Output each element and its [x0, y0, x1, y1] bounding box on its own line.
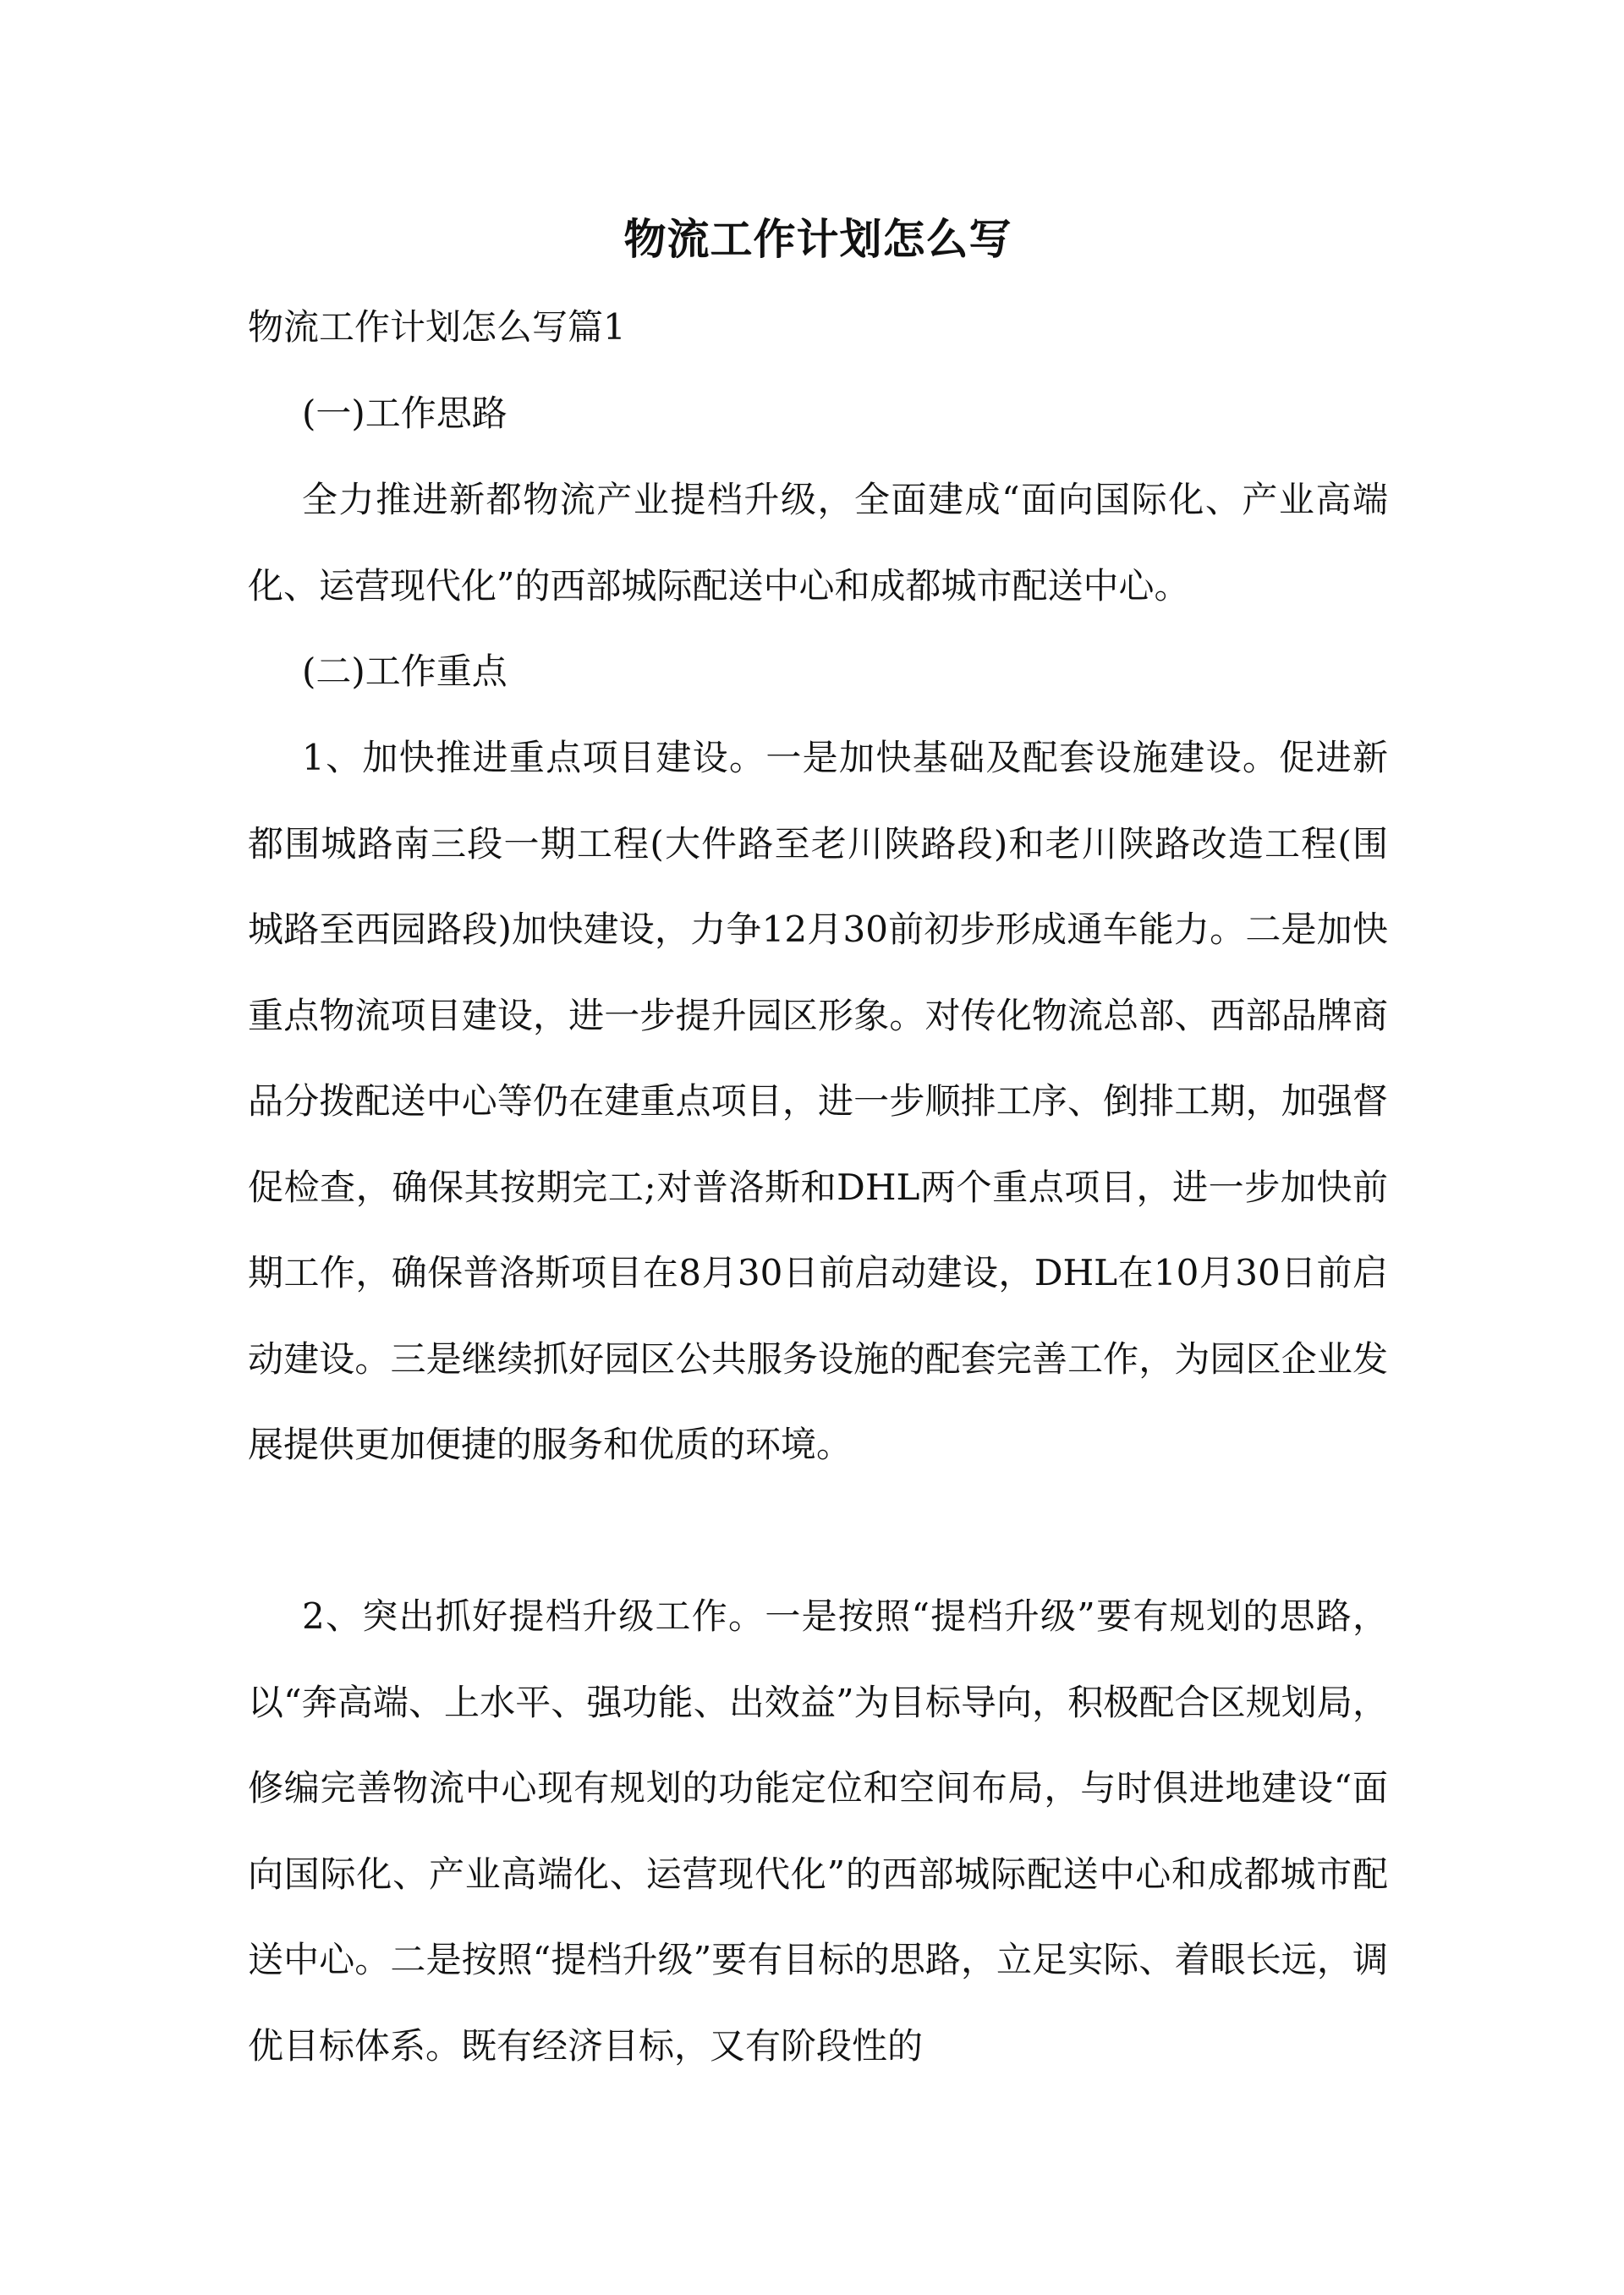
section-heading-2: (二)工作重点 — [302, 651, 508, 692]
section-1-paragraph-1: 全力推进新都物流产业提档升级，全面建成“面向国际化、产业高端化、运营现代化”的西部城际配送中心和成都城市配送中心。 — [248, 479, 1388, 607]
section-2-paragraph-2: 2、突出抓好提档升级工作。一是按照“提档升级”要有规划的思路，以“奔高端、上水平、强功能、出效益”为目标导向，积极配合区规划局，修编完善物流中心现有规划的功能定位和空间布局，与时俱进地建设“面向国际化、产业高端化、运营现代化”的西部城际配送中心和成都城市配送中心。二是按照“提档升级”要有目标的思路，立足实际、着眼长远，调优目标体系。既有经济目标，又有阶段性的 — [248, 1595, 1388, 2067]
document-title: 物流工作计划怎么写 — [623, 214, 1012, 264]
section-2-paragraph-1: 1、加快推进重点项目建设。一是加快基础及配套设施建设。促进新都围城路南三段一期工程(大件路至老川陕路段)和老川陕路改造工程(围城路至西园路段)加快建设，力争12月30前初步形成通车能力。二是加快重点物流项目建设，进一步提升园区形象。对传化物流总部、西部品牌商品分拨配送中心等仍在建重点项目，进一步顺排工序、倒排工期，加强督促检查，确保其按期完工;对普洛斯和DHL两个重点项目，进一步加快前期工作，确保普洛斯项目在8月30日前启动建设，DHL在10月30日前启动建设。三是继续抓好园区公共服务设施的配套完善工作，为园区企业发展提供更加便捷的服务和优质的环境。 — [248, 737, 1388, 1465]
document-subtitle: 物流工作计划怎么写篇1 — [248, 306, 626, 348]
section-heading-1: (一)工作思路 — [302, 393, 508, 434]
